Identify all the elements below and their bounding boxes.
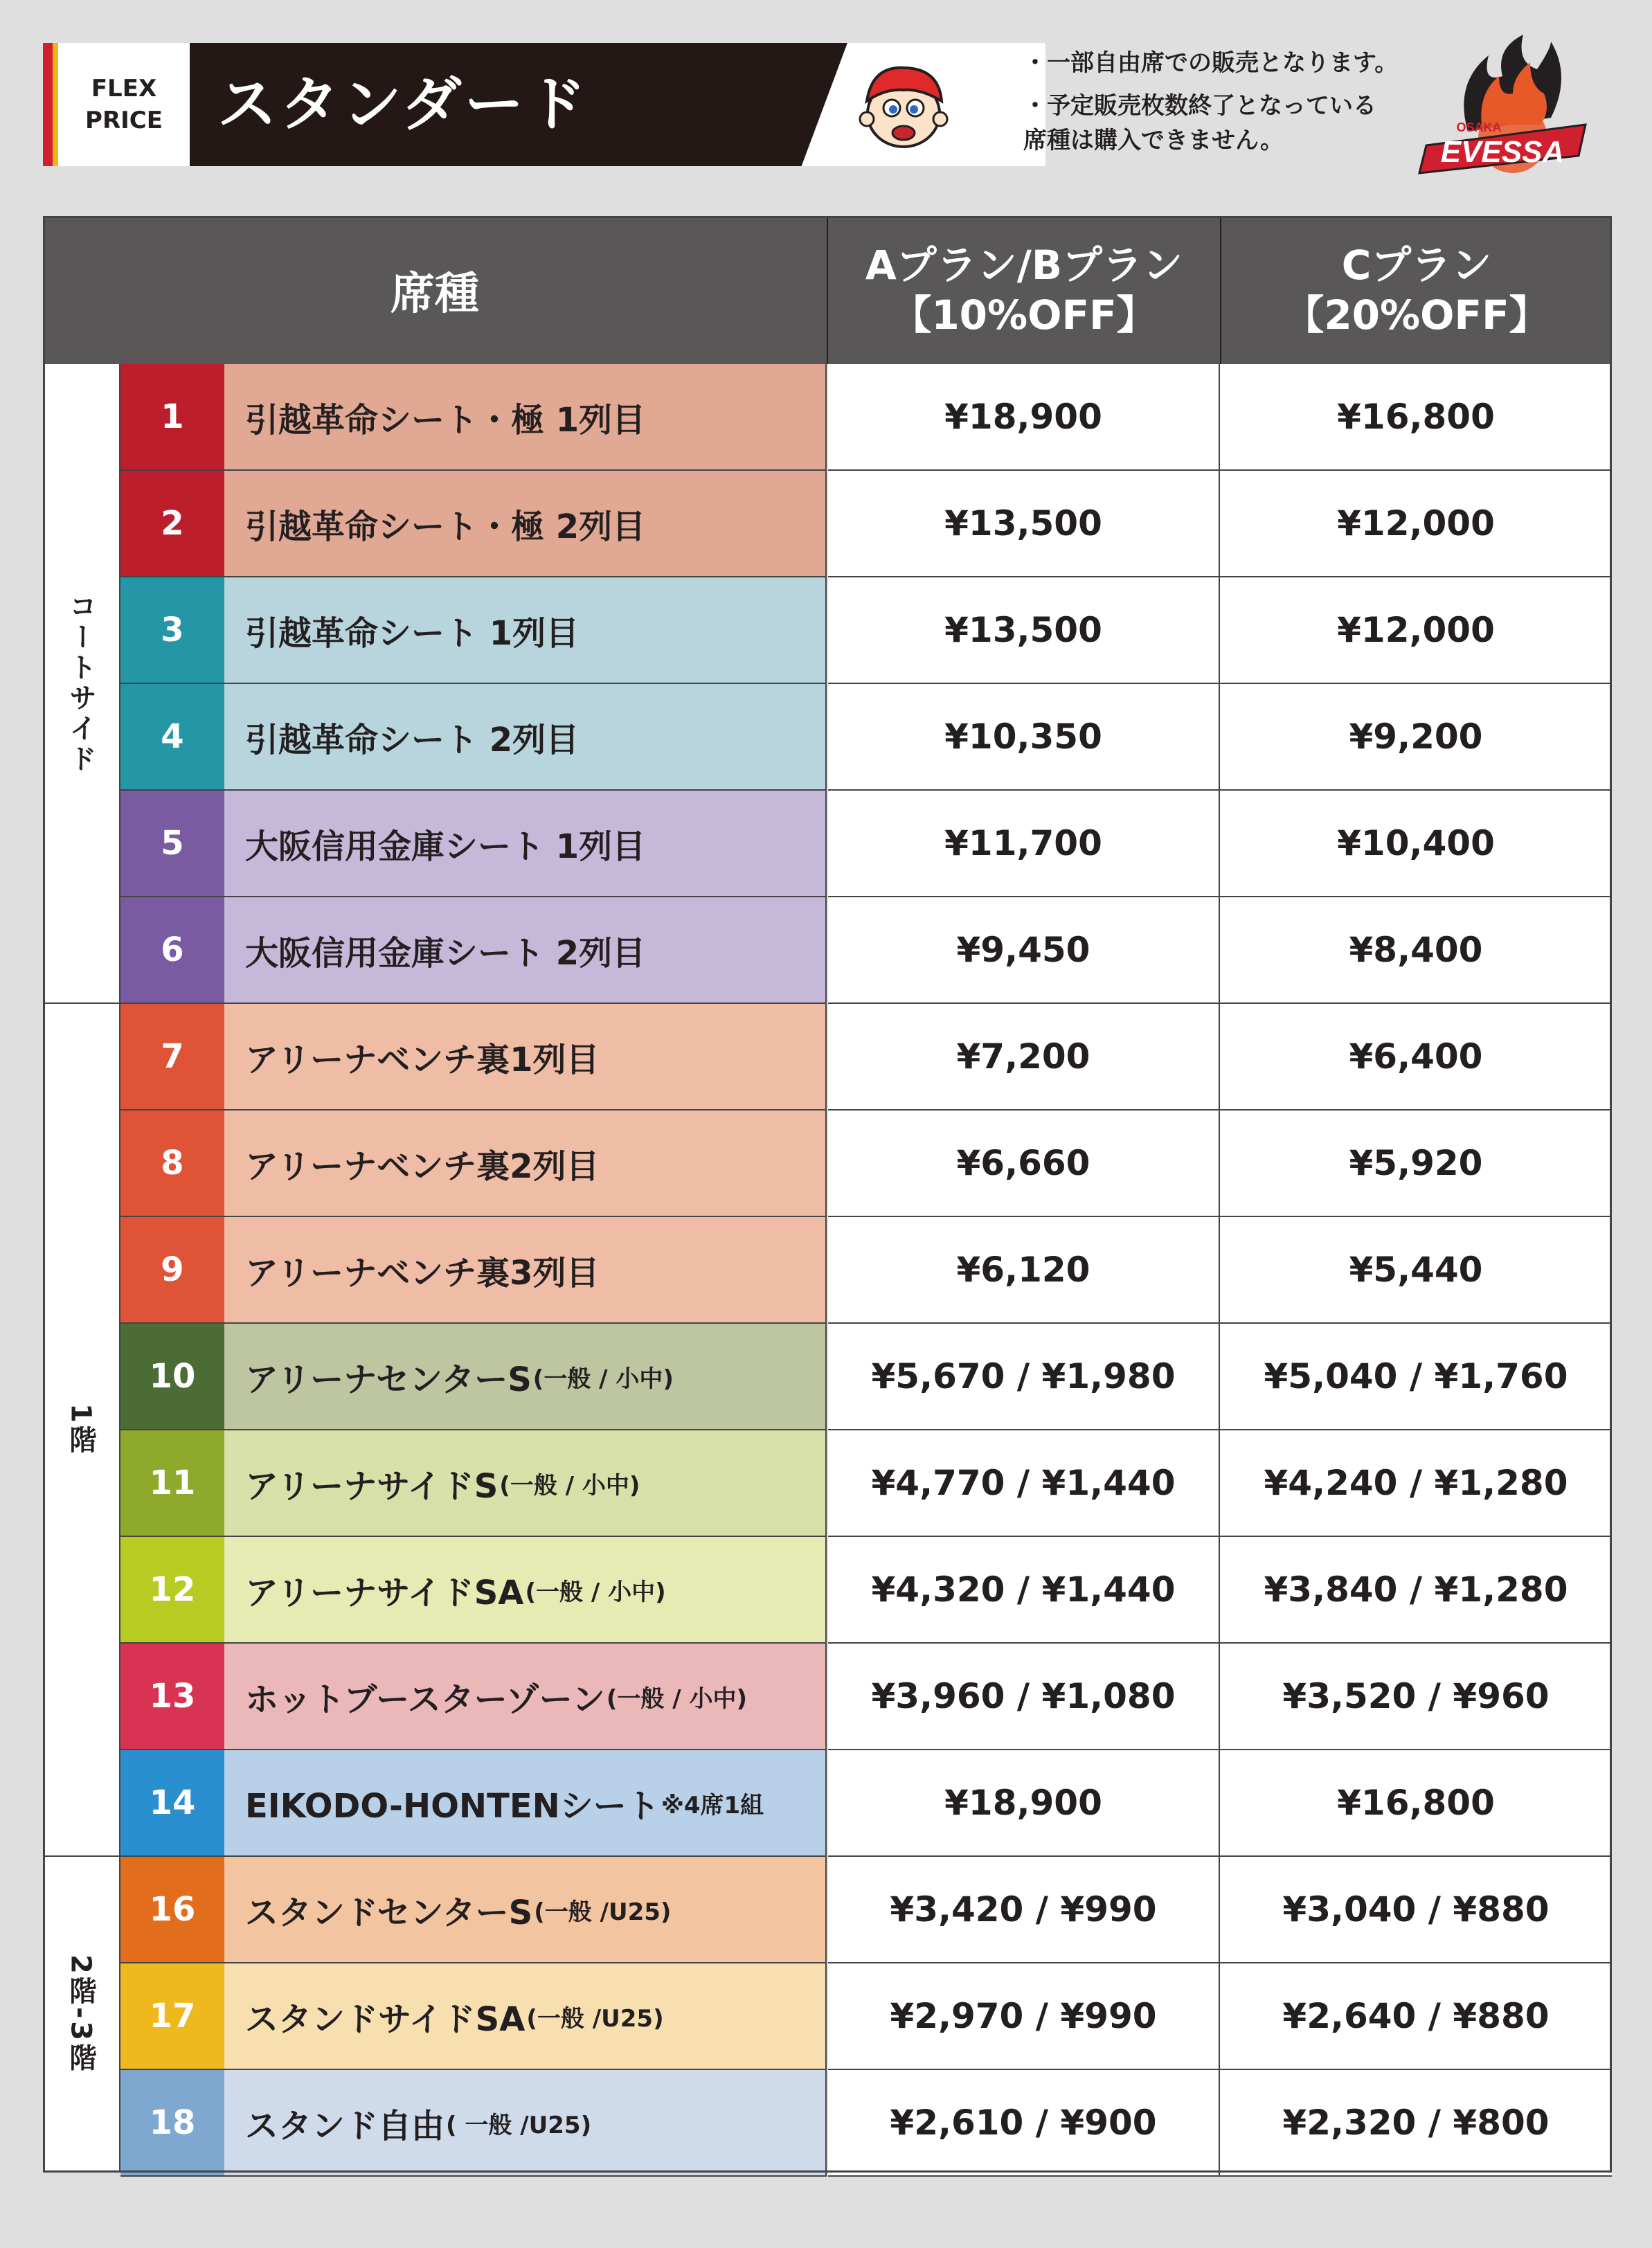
seat-name-cell — [224, 1963, 827, 2070]
group-label: 1階 — [64, 1403, 97, 1456]
price-plan-ab: ¥2,610 / ¥900 — [828, 2070, 1220, 2177]
seat-name: 大阪信用金庫シート 1列目 — [245, 827, 646, 866]
seat-name-cell — [224, 1324, 827, 1430]
seat-number: 2 — [120, 471, 224, 577]
seat-name-cell — [224, 1110, 827, 1217]
price-plan-c: ¥5,440 — [1220, 1217, 1612, 1324]
table-row — [120, 1217, 1612, 1324]
seat-name-cell — [224, 577, 827, 684]
seat-name-note: (一般 / 小中) — [525, 1578, 666, 1606]
table-row — [120, 1324, 1612, 1430]
table-row — [120, 577, 1612, 684]
price-plan-c: ¥6,400 — [1220, 1004, 1612, 1110]
seat-number: 11 — [120, 1430, 224, 1537]
seat-name: ホットブースターゾーン — [245, 1680, 605, 1719]
price-plan-c: ¥3,840 / ¥1,280 — [1220, 1537, 1612, 1644]
accent-bar-yellow — [53, 43, 58, 166]
header-plan-c — [1221, 216, 1612, 364]
seat-number: 14 — [120, 1750, 224, 1857]
seat-name: アリーナサイドS — [245, 1466, 499, 1506]
table-header — [43, 216, 1612, 364]
price-plan-ab: ¥3,960 / ¥1,080 — [828, 1644, 1220, 1750]
seat-name: 引越革命シート・極 1列目 — [245, 400, 646, 440]
seat-name-cell — [224, 684, 827, 791]
seat-name-cell — [224, 897, 827, 1004]
evessa-logo-icon — [1412, 28, 1592, 180]
seat-name-cell — [224, 1750, 827, 1857]
group-floor-2-3 — [43, 1857, 120, 2173]
mascot-icon — [852, 58, 955, 155]
seat-number: 9 — [120, 1217, 224, 1324]
group-label: 2階-3階 — [64, 1954, 97, 2074]
price-plan-c: ¥16,800 — [1220, 1750, 1612, 1857]
seat-number: 8 — [120, 1110, 224, 1217]
table-row — [120, 364, 1612, 471]
seat-number: 3 — [120, 577, 224, 684]
header-seat-type: 席種 — [390, 269, 479, 320]
table-row — [120, 1537, 1612, 1644]
price-plan-ab: ¥18,900 — [828, 1750, 1220, 1857]
price-plan-ab: ¥10,350 — [828, 684, 1220, 791]
price-plan-c: ¥3,040 / ¥880 — [1220, 1857, 1612, 1963]
price-plan-ab: ¥2,970 / ¥990 — [828, 1963, 1220, 2070]
price-plan-c: ¥9,200 — [1220, 684, 1612, 791]
table-row — [120, 2070, 1612, 2177]
price-plan-c: ¥12,000 — [1220, 471, 1612, 577]
price-plan-ab: ¥9,450 — [828, 897, 1220, 1004]
seat-number: 1 — [120, 364, 224, 471]
notice-line-2: ・予定販売枚数終了となっている — [1023, 92, 1376, 120]
flex-price-badge — [58, 43, 190, 166]
table-row — [120, 684, 1612, 791]
price-plan-c: ¥4,240 / ¥1,280 — [1220, 1430, 1612, 1537]
table-row — [120, 1644, 1612, 1750]
logo-main-text: EVESSA — [1440, 135, 1565, 169]
seat-name-cell — [224, 2070, 827, 2177]
header-plan-c-discount: 【20%OFF】 — [1284, 291, 1550, 339]
header-banner — [43, 43, 1003, 166]
seat-number: 10 — [120, 1324, 224, 1430]
seat-name-note: (一般 / 小中) — [532, 1365, 674, 1393]
seat-name: 引越革命シート・極 2列目 — [245, 507, 646, 546]
seat-name: アリーナベンチ裏3列目 — [245, 1253, 600, 1293]
seat-number: 6 — [120, 897, 224, 1004]
seat-name-cell — [224, 1857, 827, 1963]
group-courtside — [43, 364, 120, 1004]
seat-name: アリーナサイドSA — [245, 1573, 524, 1612]
seat-name-cell — [224, 364, 827, 471]
seat-name: EIKODO-HONTENシート — [245, 1786, 660, 1826]
seat-name-cell — [224, 471, 827, 577]
seat-name-note: (一般 / 小中) — [499, 1471, 640, 1500]
seat-name: 引越革命シート 2列目 — [245, 720, 580, 759]
seat-name: 大阪信用金庫シート 2列目 — [245, 933, 646, 973]
seat-name-cell — [224, 1004, 827, 1110]
flex-label: FLEX — [91, 75, 157, 102]
table-row — [120, 1857, 1612, 1963]
seat-name-note: ※4席1組 — [661, 1791, 764, 1819]
seat-name-cell — [224, 1430, 827, 1537]
price-plan-ab: ¥6,120 — [828, 1217, 1220, 1324]
table-row — [120, 1430, 1612, 1537]
price-plan-c: ¥3,520 / ¥960 — [1220, 1644, 1612, 1750]
price-label: PRICE — [85, 107, 163, 134]
price-plan-c: ¥10,400 — [1220, 791, 1612, 897]
seat-name: 引越革命シート 1列目 — [245, 613, 580, 653]
seat-name: スタンドサイドSA — [245, 1999, 526, 2039]
price-plan-ab: ¥11,700 — [828, 791, 1220, 897]
seat-name-cell — [224, 1217, 827, 1324]
seat-name: アリーナベンチ裏1列目 — [245, 1040, 600, 1079]
table-row — [120, 1110, 1612, 1217]
table-row — [120, 1963, 1612, 2070]
seat-number: 18 — [120, 2070, 224, 2177]
price-plan-ab: ¥6,660 — [828, 1110, 1220, 1217]
seat-name: アリーナセンターS — [245, 1360, 532, 1399]
table-row — [120, 471, 1612, 577]
price-plan-ab: ¥18,900 — [828, 364, 1220, 471]
header-plan-c-title: Cプラン — [1341, 242, 1492, 289]
accent-bar-red — [43, 43, 53, 166]
seat-name: スタンドセンターS — [245, 1893, 533, 1932]
price-plan-c: ¥2,640 / ¥880 — [1220, 1963, 1612, 2070]
price-plan-c: ¥8,400 — [1220, 897, 1612, 1004]
price-plan-ab: ¥4,320 / ¥1,440 — [828, 1537, 1220, 1644]
page-title: スタンダード — [217, 70, 589, 139]
price-plan-ab: ¥5,670 / ¥1,980 — [828, 1324, 1220, 1430]
price-plan-c: ¥2,320 / ¥800 — [1220, 2070, 1612, 2177]
seat-number: 17 — [120, 1963, 224, 2070]
logo-top-text: OSAKA — [1456, 120, 1502, 134]
price-plan-c: ¥5,920 — [1220, 1110, 1612, 1217]
price-plan-c: ¥12,000 — [1220, 577, 1612, 684]
seat-name-cell — [224, 1644, 827, 1750]
group-floor-1 — [43, 1004, 120, 1857]
notice-list — [1023, 46, 1398, 158]
seat-name-note: ( 一般 /U25) — [446, 2111, 592, 2139]
seat-name: アリーナベンチ裏2列目 — [245, 1147, 600, 1186]
price-plan-ab: ¥3,420 / ¥990 — [828, 1857, 1220, 1963]
seat-number: 12 — [120, 1537, 224, 1644]
group-label: コートサイド — [64, 592, 97, 775]
seat-number: 16 — [120, 1857, 224, 1963]
seat-name: スタンド自由 — [245, 2106, 445, 2146]
price-plan-c: ¥16,800 — [1220, 364, 1612, 471]
seat-number: 7 — [120, 1004, 224, 1110]
notice-line-1: ・一部自由席での販売となります。 — [1023, 49, 1399, 77]
seat-name-note: (一般 / 小中) — [606, 1684, 748, 1713]
seat-name-note: (一般 /U25) — [526, 2004, 664, 2033]
seat-name-note: (一般 /U25) — [534, 1898, 672, 1926]
table-row — [120, 1004, 1612, 1110]
seat-number: 13 — [120, 1644, 224, 1750]
seat-name-cell — [224, 791, 827, 897]
table-row — [120, 897, 1612, 1004]
price-plan-c: ¥5,040 / ¥1,760 — [1220, 1324, 1612, 1430]
price-plan-ab: ¥4,770 / ¥1,440 — [828, 1430, 1220, 1537]
seat-name-cell — [224, 1537, 827, 1644]
price-plan-ab: ¥13,500 — [828, 471, 1220, 577]
header-plan-ab-title: Aプラン/Bプラン — [865, 242, 1183, 289]
header-plan-ab-discount: 【10%OFF】 — [891, 291, 1157, 339]
seat-number: 5 — [120, 791, 224, 897]
price-plan-ab: ¥13,500 — [828, 577, 1220, 684]
seat-number: 4 — [120, 684, 224, 791]
notice-line-3: 席種は購入できません。 — [1023, 127, 1284, 154]
price-plan-ab: ¥7,200 — [828, 1004, 1220, 1110]
header-plan-ab — [828, 216, 1220, 364]
table-row — [120, 1750, 1612, 1857]
table-row — [120, 791, 1612, 897]
